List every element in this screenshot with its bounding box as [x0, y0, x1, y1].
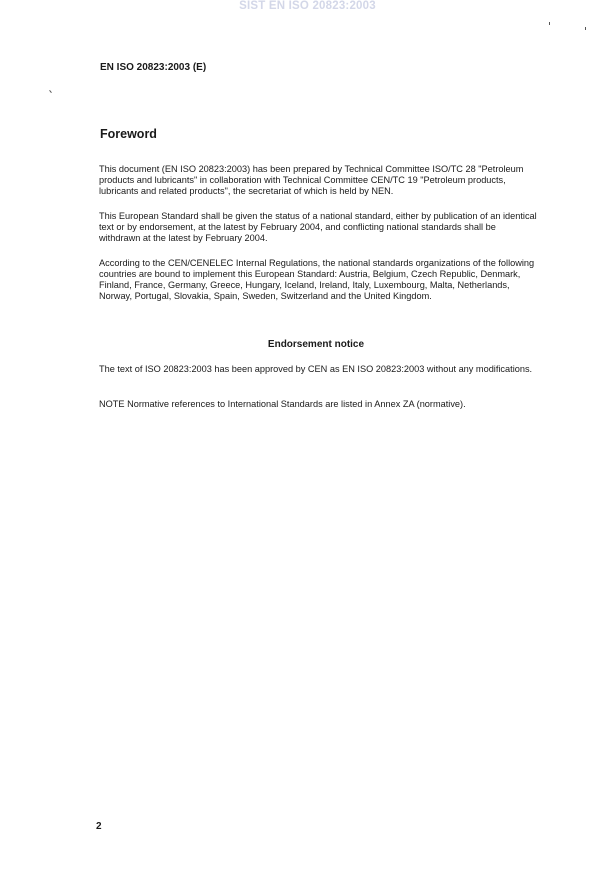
- scan-speck: [549, 22, 550, 25]
- page-number: 2: [96, 821, 102, 832]
- foreword-paragraph: According to the CEN/CENELEC Internal Regulations, the national standards organizations of the following countries are bound to implement this European Standard: Austria, Belgium, Czech Republic, Denmark, Finland, France, Germany, Greece, Hungary, Iceland, Ireland, Italy, Luxembourg, Malta, Netherlands, Norway, Portugal, Slovakia, Spain, Sweden, Switzerland and the United Kingdom.: [99, 258, 535, 301]
- watermark: SIST EN ISO 20823:2003: [239, 0, 376, 12]
- endorsement-paragraph: The text of ISO 20823:2003 has been approved by CEN as EN ISO 20823:2003 without any modifications.: [99, 364, 533, 374]
- scan-speck: [585, 27, 586, 30]
- foreword-heading: Foreword: [100, 127, 157, 141]
- endorsement-heading: Endorsement notice: [267, 339, 365, 350]
- scan-speck: [49, 90, 52, 93]
- foreword-paragraph: This document (EN ISO 20823:2003) has been prepared by Technical Committee ISO/TC 28 "Petroleum products and lubricants" in collaboration with Technical Committee CEN/TC 19 "Petroleum products, lubricants and related products", the secretariat of which is held by NEN.: [99, 164, 524, 196]
- document-reference: EN ISO 20823:2003 (E): [100, 62, 207, 73]
- endorsement-note: NOTE Normative references to International Standards are listed in Annex ZA (normative).: [99, 399, 466, 409]
- foreword-paragraph: This European Standard shall be given the status of a national standard, either by publication of an identical text or by endorsement, at the latest by February 2004, and conflicting national standards shall be withdrawn at the latest by February 2004.: [99, 211, 537, 243]
